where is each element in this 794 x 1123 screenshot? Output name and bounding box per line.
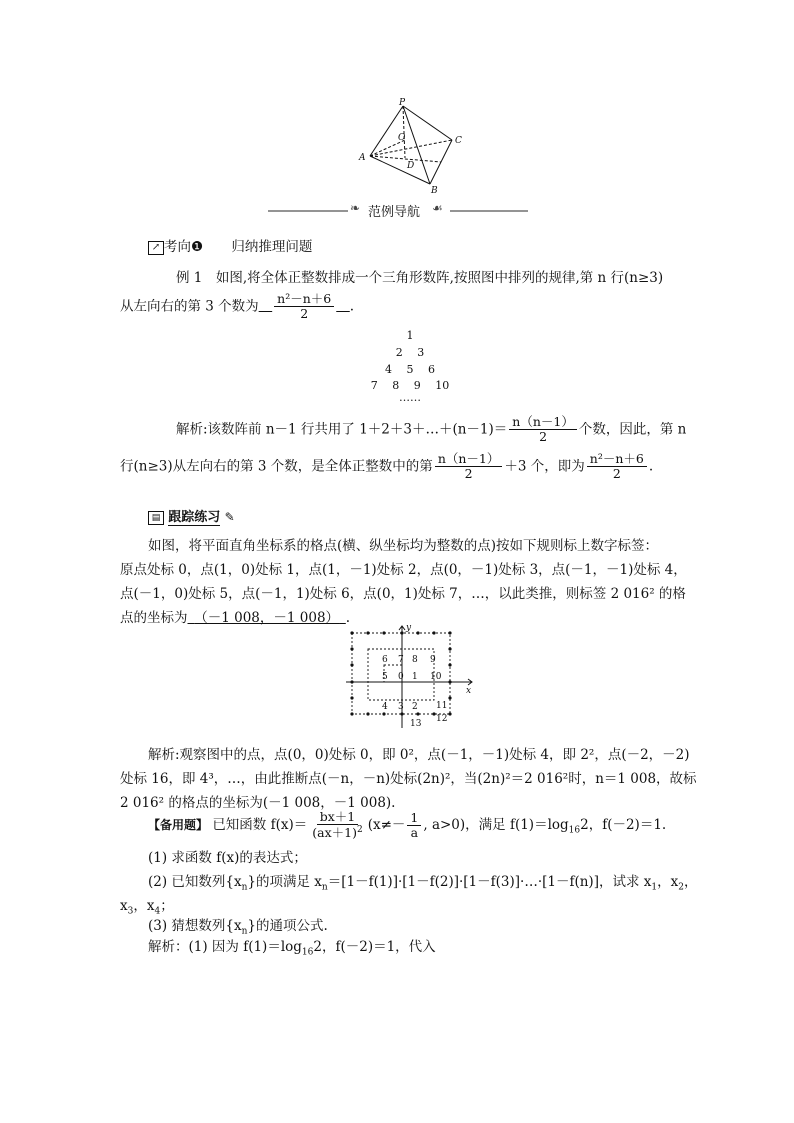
solution2-line: 解析:观察图中的点，点(0，0)处标 0，即 0²，点(－1，－1)处标 4，即 2²，点(－2，－2) bbox=[148, 747, 690, 763]
sol2-end: . bbox=[648, 458, 654, 475]
grid-num: 2 bbox=[412, 702, 418, 712]
q2-cont-sub: 3 bbox=[127, 906, 134, 917]
backup-q2-cont: $x_3$，$x_4$； bbox=[120, 898, 174, 917]
triangle-row: 1 bbox=[406, 329, 414, 342]
triangle-row: 4 5 6 bbox=[385, 363, 435, 376]
backup-tail: 2，f(－2)＝1. bbox=[580, 816, 667, 833]
backup-sol-tail: 2，f(－2)＝1，代入 bbox=[313, 939, 436, 955]
q2-text: (2) 已知数列{x bbox=[148, 874, 242, 890]
sol2-frac-den: 2 bbox=[464, 466, 473, 482]
answer-den: 2 bbox=[300, 306, 309, 322]
answer-post: . bbox=[345, 610, 351, 626]
triangle-row: 2 3 bbox=[395, 346, 425, 359]
pen-icon: ✎ bbox=[224, 510, 235, 524]
answer-num: n²－n＋6 bbox=[274, 292, 334, 307]
backup-cond-num: 1 bbox=[407, 811, 421, 826]
backup-q2: (2) 已知数列$\{x_n\}$的项满足 $x_n=[1-f(1)]\cdot[1-f(2)]\cdot[1-f(3)]\cdot\dots\cdot[1-f(n)]$，试求 $x_1$，$x_2$， bbox=[148, 874, 698, 893]
triangle-row: …… bbox=[399, 391, 421, 404]
sol2-ans-den: 2 bbox=[612, 466, 621, 482]
solution2-line: 处标 16，即 4³，…，由此推断点(－n，－n)处标(2n)²，当(2n)²＝2 016²时，n＝1 008，故标 bbox=[120, 771, 697, 787]
topic-number: ❶ bbox=[191, 239, 204, 255]
backup-cond-den: a bbox=[410, 824, 419, 840]
label-p: P bbox=[399, 98, 406, 108]
grid-num: 0 bbox=[398, 672, 404, 682]
q3-end: }的通项公式. bbox=[247, 918, 328, 934]
practice-answer-line bbox=[120, 606, 350, 626]
lattice-figure bbox=[342, 620, 477, 730]
backup-cond-post: , a>0)，满足 f(1)＝log bbox=[423, 816, 569, 833]
q3-text: (3) 猜想数列{x bbox=[148, 918, 242, 934]
answer-pre: 点的坐标为 bbox=[120, 610, 188, 626]
backup-text-pre: 已知函数 f(x)＝ bbox=[212, 816, 308, 833]
sol2-ans-num: n²－n＋6 bbox=[587, 452, 647, 467]
grid-num: 12 bbox=[436, 714, 448, 724]
example1-line1: 例 1 如图,将全体正整数排成一个三角形数阵,按照图中排列的规律,第 n 行(n≥3) bbox=[176, 270, 664, 286]
q2-mid2: ＝[1－f(1)]·[1－f(2)]·[1－f(3)]·…·[1－f(n)]，试求 x bbox=[327, 874, 652, 890]
practice-line: 如图，将平面直角坐标系的格点(横、纵坐标均为整数的点)按如下规则标上数字标签： bbox=[148, 538, 659, 554]
q2-mid: }的项满足 x bbox=[247, 874, 322, 890]
section-header-text: 范例导航 bbox=[368, 205, 421, 220]
example1-line2: 从左向右的第 3 个数为 $\frac{\text{n²－n＋6}}{2}$ . bbox=[120, 291, 355, 322]
section-header bbox=[268, 201, 528, 219]
practice-label: 跟踪练习 bbox=[168, 510, 221, 525]
q2-sub1: 1 bbox=[651, 882, 658, 893]
topic-title: 归纳推理问题 bbox=[231, 239, 313, 255]
sol-pre: 解析:该数阵前 n－1 行共用了 1＋2＋3＋…＋(n－1)＝ bbox=[176, 421, 508, 438]
topic-heading bbox=[148, 235, 312, 255]
pyramid-figure bbox=[355, 98, 475, 196]
label-d: D bbox=[407, 161, 415, 171]
label-a: A bbox=[359, 153, 366, 163]
q2-cont-sub: 4 bbox=[154, 906, 161, 917]
q2-end: ，x bbox=[657, 874, 679, 890]
sol2-mid: ＋3 个，即为 bbox=[504, 458, 585, 475]
grid-num: 4 bbox=[382, 702, 388, 712]
q2-sub: n bbox=[241, 882, 248, 893]
q3-sub: n bbox=[241, 926, 248, 937]
q2-sub: n bbox=[321, 882, 328, 893]
grid-num: 5 bbox=[382, 672, 388, 682]
label-b: B bbox=[431, 186, 438, 196]
grid-num: 11 bbox=[436, 701, 448, 711]
example1-solution-line1 bbox=[176, 415, 686, 445]
axis-x-label: x bbox=[466, 686, 472, 696]
backup-frac-den-exp: 2 bbox=[356, 825, 363, 836]
practice-icon: ▤ bbox=[148, 511, 164, 525]
grid-num: 3 bbox=[398, 702, 404, 712]
backup-tag: 【备用题】 bbox=[148, 817, 209, 832]
trend-icon: ↗ bbox=[148, 241, 164, 255]
grid-num: 6 bbox=[382, 655, 388, 665]
example1-solution-line2 bbox=[120, 452, 653, 482]
grid-num: 1 bbox=[412, 672, 418, 682]
backup-sol-text: 解析：(1) 因为 f(1)＝log bbox=[148, 939, 302, 955]
backup-frac-num: bx＋1 bbox=[317, 810, 359, 825]
backup-q1: (1) 求函数 f(x)的表达式； bbox=[148, 850, 307, 866]
grid-num: 10 bbox=[430, 672, 442, 682]
ornament-right-icon: ☙ bbox=[432, 201, 443, 215]
label-c: C bbox=[455, 136, 462, 146]
axis-y-label: y bbox=[406, 623, 412, 633]
backup-q3 bbox=[148, 914, 328, 937]
q2-cont-x: x bbox=[146, 898, 155, 914]
topic-label: 考向 bbox=[164, 239, 191, 255]
grid-num: 7 bbox=[398, 655, 404, 665]
sol2-pre: 行(n≥3)从左向右的第 3 个数，是全体正整数中的第 bbox=[120, 458, 433, 475]
practice-line: 点(－1，0)处标 5，点(－1，1)处标 6，点(0，1)处标 7，…，以此类推，则标签 2 016² 的格 bbox=[120, 586, 686, 602]
answer-value: （－1 008，－1 008） bbox=[194, 610, 340, 626]
q2-cont-x: x bbox=[120, 898, 128, 914]
sol-frac-num: n（n－1） bbox=[509, 415, 577, 430]
sol-frac-den: 2 bbox=[539, 429, 548, 445]
grid-num: 9 bbox=[430, 655, 436, 665]
backup-cond-pre: (x≠－ bbox=[367, 816, 406, 833]
sol-post: 个数，因此，第 n bbox=[578, 421, 687, 438]
solution2-line: 2 016² 的格点的坐标为(－1 008，－1 008). bbox=[120, 795, 396, 811]
label-o: O bbox=[398, 133, 406, 143]
example1-line2-pre: 从左向右的第 3 个数为 bbox=[120, 298, 259, 315]
triangle-row: 7 8 9 10 bbox=[370, 379, 450, 392]
q2-sub2: 2 bbox=[678, 882, 684, 893]
sol2-frac-num: n（n－1） bbox=[435, 452, 503, 467]
grid-num: 13 bbox=[410, 719, 422, 729]
backup-problem-line bbox=[148, 810, 666, 841]
grid-num: 8 bbox=[412, 655, 418, 665]
ornament-left-icon: ❧ bbox=[350, 201, 361, 215]
backup-frac-den: (ax＋1) bbox=[312, 825, 357, 841]
practice-line: 原点处标 0，点(1，0)处标 1，点(1，－1)处标 2，点(0，－1)处标 3，点(－1，－1)处标 4， bbox=[120, 562, 687, 578]
practice-heading bbox=[148, 506, 235, 525]
backup-solution bbox=[148, 935, 436, 958]
backup-frac-den-wrap bbox=[309, 825, 365, 841]
backup-sol-sub: 16 bbox=[301, 947, 314, 958]
backup-log-sub: 16 bbox=[568, 825, 581, 836]
